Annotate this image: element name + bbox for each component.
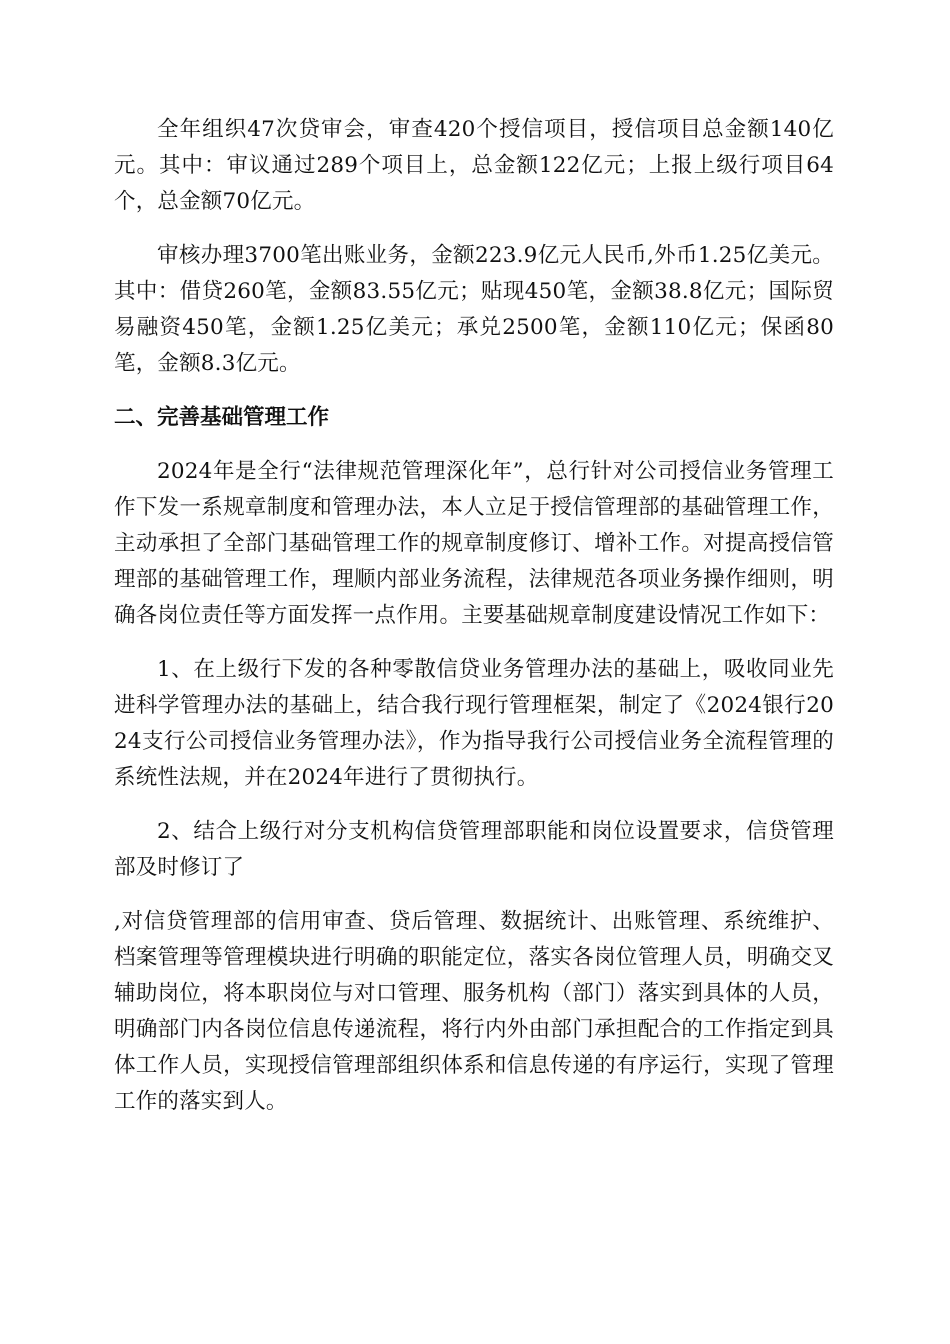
paragraph-item-2: 2、结合上级行对分支机构信贷管理部职能和岗位设置要求，信贷管理部及时修订了 [114, 819, 834, 880]
document-body [114, 112, 834, 1138]
section-heading: 二、完善基础管理工作 [114, 405, 330, 430]
paragraph-review-meetings: 全年组织47次贷审会，审查420个授信项目，授信项目总金额140亿元。其中：审议通过289个项目上，总金额122亿元；上报上级行项目64个，总金额70亿元。 [114, 117, 834, 214]
paragraph-disbursement: 审核办理3700笔出账业务，金额223.9亿元人民币,外币1.25亿美元。其中：借贷260笔，金额83.55亿元；贴现450笔，金额38.8亿元；国际贸易融资450笔，金额1.25亿美元；承兑2500笔，金额110亿元；保函80笔，金额8.3亿元。 [114, 243, 834, 376]
paragraph-legal-year: 2024年是全行“法律规范管理深化年”，总行针对公司授信业务管理工作下发一系规章制度和管理办法，本人立足于授信管理部的基础管理工作，主动承担了全部门基础管理工作的规章制度修订、增补工作。对提高授信管理部的基础管理工作，理顺内部业务流程，法律规范各项业务操作细则，明确各岗位责任等方面发挥一点作用。主要基础规章制度建设情况工作如下： [114, 459, 834, 628]
paragraph-item-2-continuation: ,对信贷管理部的信用审查、贷后管理、数据统计、出账管理、系统维护、档案管理等管理模块进行明确的职能定位，落实各岗位管理人员，明确交叉辅助岗位，将本职岗位与对口管理、服务机构（部门）落实到具体的人员，明确部门内各岗位信息传递流程，将行内外由部门承担配合的工作指定到具体工作人员，实现授信管理部组织体系和信息传递的有序运行，实现了管理工作的落实到人。 [114, 909, 834, 1114]
paragraph-item-1: 1、在上级行下发的各种零散信贷业务管理办法的基础上，吸收同业先进科学管理办法的基础上，结合我行现行管理框架，制定了《2024银行2024支行公司授信业务管理办法》，作为指导我行公司授信业务全流程管理的系统性法规，并在2024年进行了贯彻执行。 [114, 657, 834, 790]
